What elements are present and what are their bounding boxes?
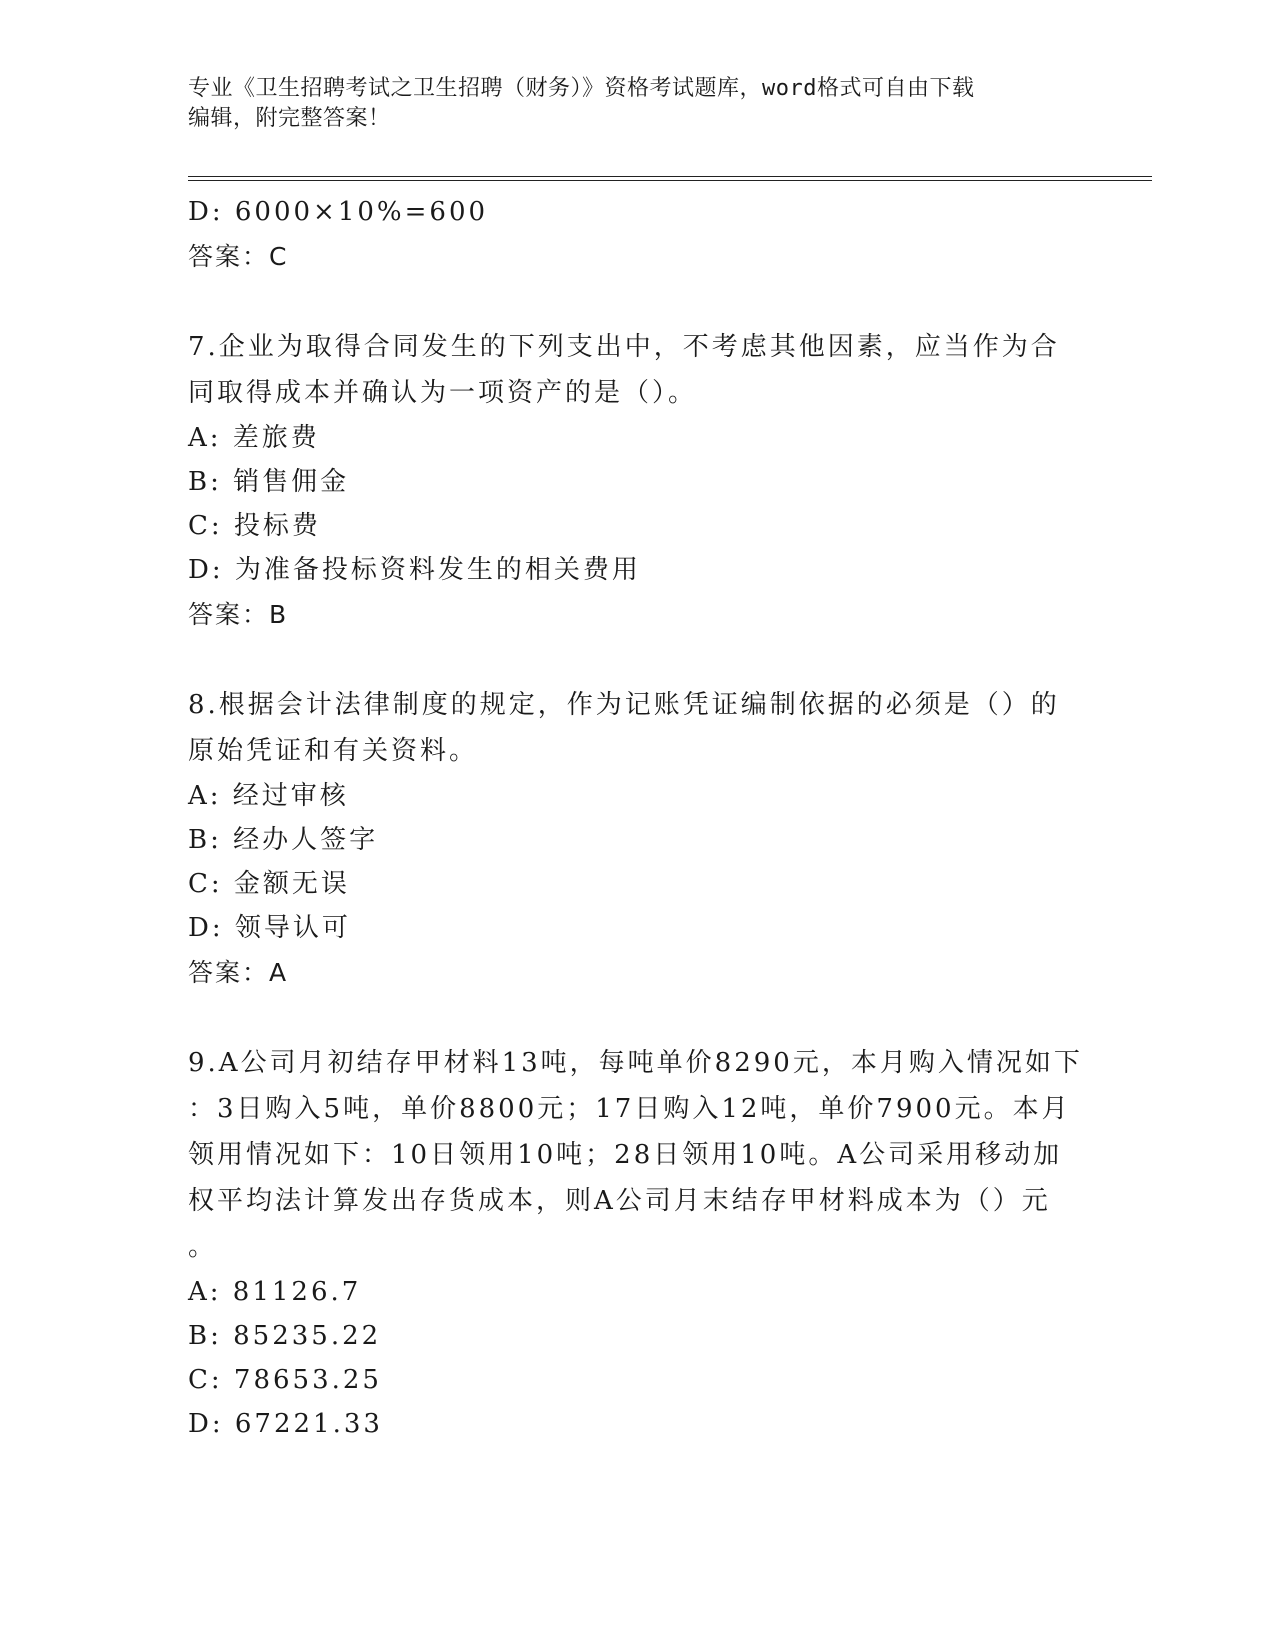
question-7-answer: 答案：B	[188, 600, 289, 629]
page-header	[188, 74, 1068, 134]
header-line-2: 编辑，附完整答案！	[188, 106, 391, 131]
question-8-option-a: A: 经过审核	[188, 781, 349, 811]
question-7-option-a: A: 差旅费	[188, 423, 320, 453]
question-7-option-b: B: 销售佣金	[188, 467, 350, 497]
question-9-line-5: 。	[188, 1232, 218, 1262]
question-9-line-1: 9.A公司月初结存甲材料13吨，每吨单价8290元，本月购入情况如下	[188, 1048, 1083, 1078]
question-8-answer: 答案：A	[188, 958, 289, 987]
header-double-rule	[188, 176, 1152, 181]
question-9-line-3: 领用情况如下：10日领用10吨；28日领用10吨。A公司采用移动加	[188, 1140, 1063, 1170]
header-line-1: 专业《卫生招聘考试之卫生招聘（财务）》资格考试题库，word格式可自由下载	[188, 76, 975, 101]
question-7-option-c: C: 投标费	[188, 511, 321, 541]
question-8-line-1: 8.根据会计法律制度的规定，作为记账凭证编制依据的必须是（）的	[188, 690, 1060, 720]
question-8-line-2: 原始凭证和有关资料。	[188, 736, 479, 766]
question-7-line-1: 7.企业为取得合同发生的下列支出中，不考虑其他因素，应当作为合	[188, 332, 1060, 362]
question-8-option-b: B: 经办人签字	[188, 825, 379, 855]
question-content	[188, 190, 1088, 1446]
question-9-option-a: A: 81126.7	[188, 1277, 362, 1307]
question-7-option-d: D: 为准备投标资料发生的相关费用	[188, 555, 641, 585]
question-7-line-2: 同取得成本并确认为一项资产的是（）。	[188, 378, 698, 408]
question-9	[188, 1040, 1088, 1446]
question-7	[188, 324, 1088, 638]
prev-option-d: D: 6000×10%=600	[188, 197, 489, 227]
question-9-line-2: ：3日购入5吨，单价8800元；17日购入12吨，单价7900元。本月	[188, 1094, 1071, 1124]
question-8-option-c: C: 金额无误	[188, 869, 350, 899]
question-9-option-d: D: 67221.33	[188, 1409, 383, 1439]
question-8	[188, 682, 1088, 996]
question-8-option-d: D: 领导认可	[188, 913, 351, 943]
question-9-line-4: 权平均法计算发出存货成本，则A公司月末结存甲材料成本为（）元	[188, 1186, 1051, 1216]
question-9-option-c: C: 78653.25	[188, 1365, 382, 1395]
question-9-option-b: B: 85235.22	[188, 1321, 382, 1351]
prev-answer: 答案：C	[188, 242, 289, 271]
